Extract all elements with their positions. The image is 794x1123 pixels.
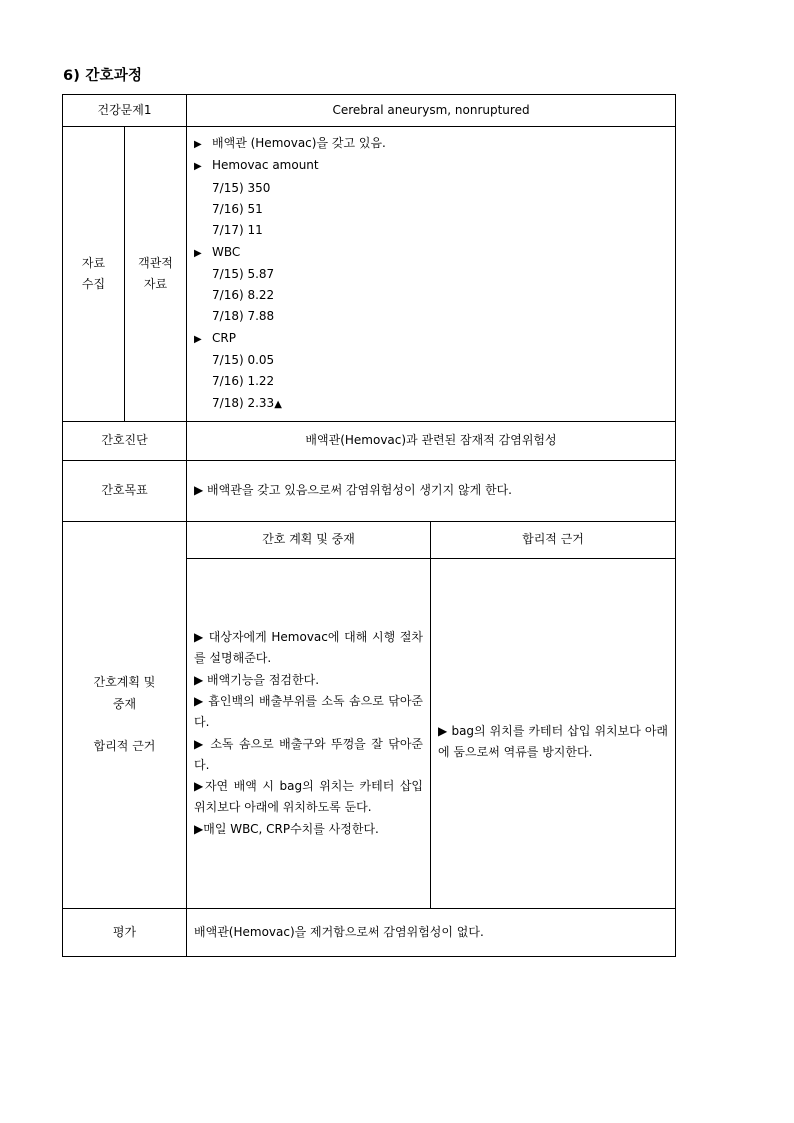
data-item: 7/16) 51	[212, 201, 263, 216]
plan-label-line: 합리적 근거	[93, 739, 156, 754]
data-item: 7/15) 5.87	[212, 266, 275, 281]
intervention-item: ▶ 배액기능을 점검한다.	[194, 672, 320, 687]
data-item: 7/18) 2.33▲	[212, 395, 282, 410]
bullet-arrow-icon: ▶	[194, 247, 202, 259]
data-item: 7/18) 7.88	[212, 309, 275, 324]
interventions-header: 간호 계획 및 중재	[187, 522, 431, 559]
data-item: ▶ 배액관 (Hemovac)을 갖고 있음.	[194, 133, 668, 155]
data-collection-label-line: 자료	[81, 255, 106, 270]
intervention-item: ▶ 대상자에게 Hemovac에 대해 시행 절차를 설명해준다.	[194, 630, 424, 666]
data-collection-row	[63, 127, 676, 422]
data-item: 7/17) 11	[212, 223, 263, 238]
section-heading: 6) 간호과정	[63, 68, 143, 84]
goal-label: 간호목표	[63, 461, 187, 522]
data-item: ▶ Hemovac amount	[194, 155, 668, 177]
diagnosis-label: 간호진단	[63, 422, 187, 461]
objective-data-label-line: 자료	[143, 277, 168, 291]
objective-data-label-line: 객관적	[138, 255, 173, 270]
problem-label: 건강문제1	[63, 95, 187, 127]
intervention-item: ▶ 소독 솜으로 배출구와 뚜껑을 잘 닦아준다.	[194, 736, 424, 772]
goal-row	[63, 461, 676, 522]
data-item: 7/15) 350	[212, 180, 271, 195]
intervention-item: ▶자연 배액 시 bag의 위치는 카테터 삽입 위치보다 아래에 위치하도록 둔다.	[194, 779, 424, 815]
data-item: 7/16) 8.22	[212, 288, 275, 303]
evaluation-value: 배액관(Hemovac)을 제거함으로써 감염위험성이 없다.	[187, 909, 676, 957]
bullet-arrow-icon: ▶	[194, 139, 202, 151]
data-item: 7/15) 0.05	[212, 353, 275, 368]
plan-header-row	[63, 522, 676, 559]
data-item: 7/16) 1.22	[212, 374, 275, 389]
plan-label	[63, 522, 187, 909]
rationale-content: ▶ bag의 위치를 카테터 삽입 위치보다 아래에 둠으로써 역류를 방지한다.	[431, 559, 676, 909]
rationale-header: 합리적 근거	[431, 522, 676, 559]
evaluation-label: 평가	[63, 909, 187, 957]
problem-row	[63, 95, 676, 127]
objective-data-content	[187, 127, 676, 422]
plan-label-line: 간호계획 및	[93, 675, 156, 690]
plan-label-spacer	[63, 715, 186, 736]
trend-up-icon: ▲	[274, 398, 282, 410]
goal-value: ▶ 배액관을 갖고 있음으로써 감염위험성이 생기지 않게 한다.	[187, 461, 676, 522]
intervention-item: ▶ 흡인백의 배출부위를 소독 솜으로 닦아준다.	[194, 693, 424, 730]
evaluation-row	[63, 909, 676, 957]
data-item: ▶ WBC	[194, 242, 668, 264]
objective-data-label	[125, 127, 187, 422]
diagnosis-value: 배액관(Hemovac)과 관련된 잠재적 감염위험성	[187, 422, 676, 461]
bullet-arrow-icon: ▶	[194, 161, 202, 173]
data-collection-label-line: 수집	[81, 277, 106, 291]
problem-value: Cerebral aneurysm, nonruptured	[187, 95, 676, 127]
intervention-item: ▶매일 WBC, CRP수치를 사정한다.	[194, 821, 379, 836]
nursing-process-table	[62, 94, 676, 957]
bullet-arrow-icon: ▶	[194, 333, 202, 345]
data-item: ▶ CRP	[194, 328, 668, 350]
plan-label-line: 중재	[112, 696, 137, 711]
data-collection-label	[63, 127, 125, 422]
interventions-content	[187, 559, 431, 909]
diagnosis-row	[63, 422, 676, 461]
